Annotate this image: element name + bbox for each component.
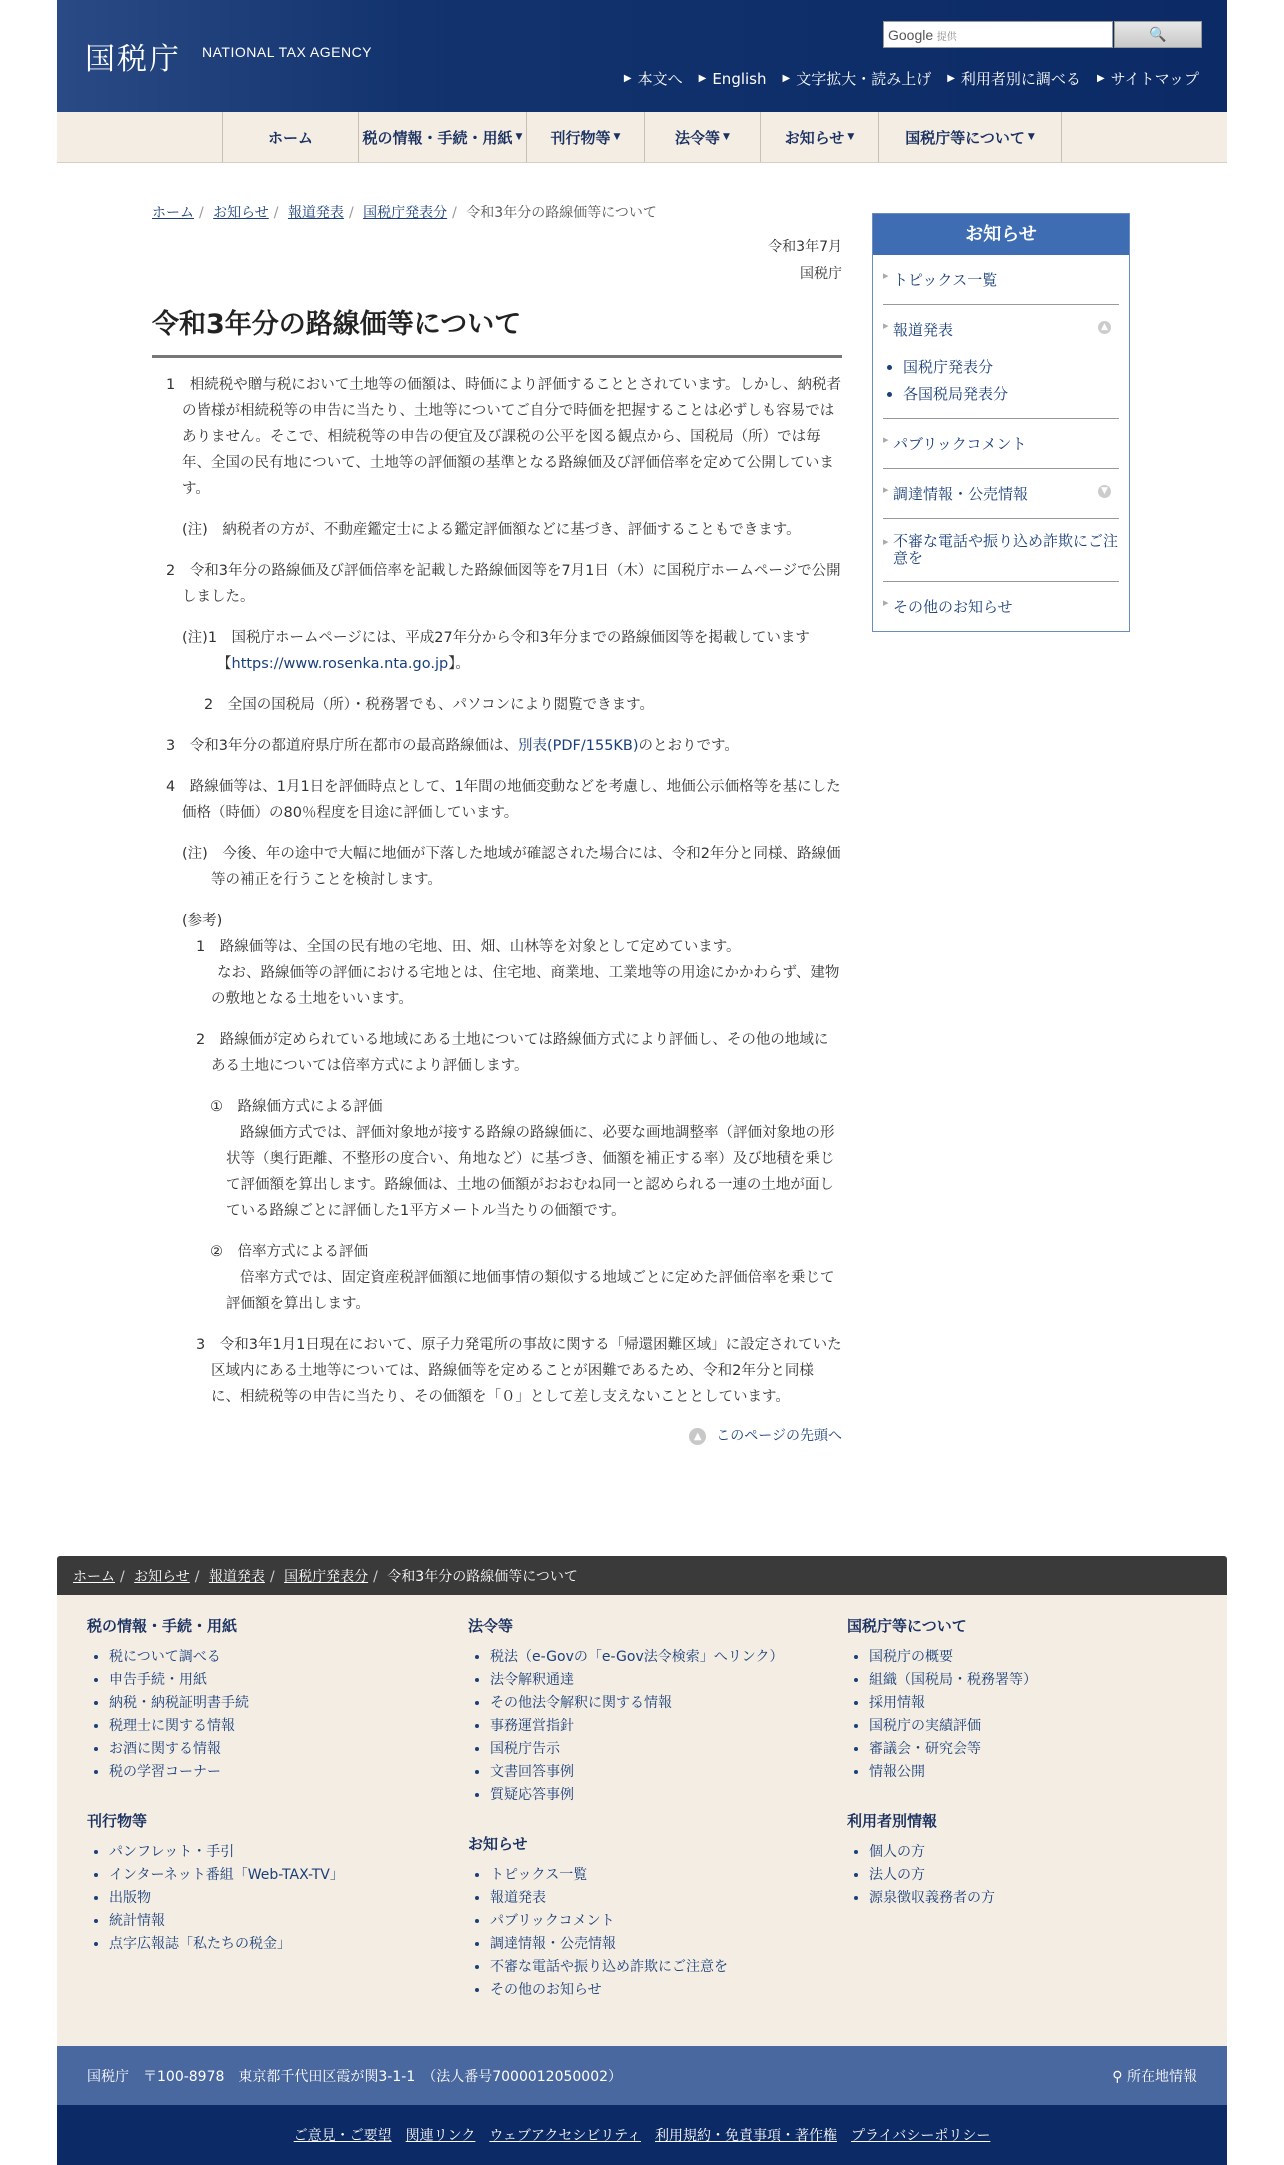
util-link-users[interactable]: ▶ 利用者別に調べる: [947, 70, 1081, 88]
breadcrumb-current: 令和3年分の路線価等について: [466, 205, 657, 221]
sidebar: [872, 213, 1130, 632]
breadcrumb-press[interactable]: 報道発表: [287, 205, 344, 221]
util-link-accessibility[interactable]: ▶ 文字拡大・読み上げ: [782, 70, 932, 88]
footer-list-about: [847, 1646, 1187, 1784]
footer-breadcrumb-home[interactable]: ホーム: [73, 1569, 115, 1585]
reference-1b: なお、路線価等の評価における宅地とは、住宅地、商業地、工業地等の用途にかかわらず、建物の敷地となる土地をいいます。: [211, 965, 840, 1007]
sidebar-item-procurement[interactable]: ▸ 調達情報・公売情報 ▼: [883, 469, 1119, 519]
nav-tax-info[interactable]: 税の情報・手続・用紙 ▼: [358, 112, 526, 162]
util-link-sitemap[interactable]: ▶ サイトマップ: [1096, 70, 1199, 88]
footer-col-1: [87, 1615, 427, 1982]
nav-laws[interactable]: 法令等 ▼: [644, 112, 760, 162]
footer-link[interactable]: • 審議会・研究会等: [869, 1738, 1187, 1761]
search-brand: Google: [888, 27, 934, 43]
reference-2b-heading: ② 倍率方式による評価: [210, 1244, 368, 1260]
paragraph-2-note-2: 2 全国の国税局（所）・税務署でも、パソコンにより閲覧できます。: [204, 697, 655, 713]
triangle-icon: ▶: [947, 73, 955, 84]
footer-heading-tax-info[interactable]: 税の情報・手続・用紙: [87, 1617, 238, 1635]
footer-address-bar: [57, 2046, 1227, 2105]
footer-link[interactable]: • 国税庁の実績評価: [869, 1715, 1187, 1738]
footer-link[interactable]: • 税理士に関する情報: [109, 1715, 427, 1738]
footer-link[interactable]: • 点字広報誌「私たちの税金」: [109, 1933, 427, 1956]
footer-link[interactable]: • 国税庁の概要: [869, 1646, 1187, 1669]
footer-link[interactable]: • 組織（国税局・税務署等）: [869, 1669, 1187, 1692]
article-date-block: [152, 234, 842, 288]
paragraph-1-note: (注) 納税者の方が、不動産鑑定士による鑑定評価額などに基づき、評価することもできます。: [182, 522, 801, 538]
footer-heading-news[interactable]: お知らせ: [468, 1835, 528, 1853]
footer-link[interactable]: • 納税・納税証明書手続: [109, 1692, 427, 1715]
site-header: [57, 0, 1227, 112]
footer-heading-publications[interactable]: 刊行物等: [87, 1812, 148, 1830]
location-link[interactable]: ⚲ 所在地情報: [1112, 2069, 1197, 2085]
article-issuer: 国税庁: [800, 266, 842, 282]
footer-links: [57, 2105, 1227, 2165]
reference-1: 1 路線価等は、全国の民有地の宅地、田、畑、山林等を対象として定めています。: [196, 939, 741, 955]
map-pin-icon: ⚲: [1112, 2069, 1123, 2085]
paragraph-1: 1 相続税や贈与税において土地等の価額は、時価により評価することとされています。しかし、納税者の皆様が相続税等の申告に当たり、土地等についてご自分で時価を把握することは必ずしも容易ではありません。そこで、相続税等の申告の便宜及び課税の公平を図る観点から、国税局（所）では毎年、全国の民有地について、土地等の評価額の基準となる路線価及び評価倍率を定めて公開しています。: [166, 377, 842, 497]
footer-link[interactable]: • その他法令解釈に関する情報: [490, 1692, 808, 1715]
caret-down-icon: ▼: [613, 132, 621, 142]
footer-col-2: [468, 1615, 808, 2028]
up-arrow-icon: ▲: [689, 1428, 706, 1445]
article: [152, 202, 842, 1455]
paragraph-2-note-1-link-line: 【https://www.rosenka.nta.go.jp】。: [217, 656, 470, 672]
sidebar-item-press[interactable]: ▸ 報道発表 ▲: [883, 305, 1119, 354]
footer-heading-users[interactable]: 利用者別情報: [847, 1812, 938, 1830]
reference-heading: (参考): [182, 913, 223, 929]
site-logo-en: NATIONAL TAX AGENCY: [202, 44, 373, 60]
footer-link[interactable]: • 税法（e-Govの「e-Gov法令検索」へリンク）: [490, 1646, 808, 1669]
sidebar-item-fraud[interactable]: ▸ 不審な電話や振り込め詐欺にご注意を: [883, 519, 1119, 582]
footer-link-related[interactable]: 関連リンク: [405, 2128, 476, 2144]
footer-link[interactable]: • 統計情報: [109, 1910, 427, 1933]
triangle-icon: ▶: [623, 73, 632, 84]
search-placeholder: 提供: [936, 32, 957, 43]
paragraph-4-note: (注) 今後、年の途中で大幅に地価が下落した地域が確認された場合には、令和2年分と同様、路線価等の補正を行うことを検討します。: [182, 846, 841, 888]
footer-list-laws: [468, 1646, 808, 1807]
reference-2a: 路線価方式では、評価対象地が接する路線の路線価に、必要な画地調整率（評価対象地の形状等（奥行距離、不整形の度合い、角地など）に基づき、価額を補正する率）及び地積を乗じて評価額を算出します。路線価は、土地の価額がおおむね同一と認められる一連の土地が面している路線ごとに評価した1平方メートル当たりの価額です。: [226, 1125, 835, 1219]
paragraph-3: 3 令和3年分の都道府県庁所在都市の最高路線価は、別表(PDF/155KB)のとおりです。: [166, 738, 739, 754]
global-nav: [57, 112, 1227, 163]
search-button[interactable]: [1114, 21, 1202, 48]
page-title: 令和3年分の路線価等について: [152, 302, 842, 358]
footer-col-3: [847, 1615, 1187, 1936]
footer-link[interactable]: • トピックス一覧: [490, 1864, 808, 1887]
breadcrumb-nta-press[interactable]: 国税庁発表分: [363, 205, 448, 221]
sidebar-sublist: [883, 354, 1119, 419]
footer-link[interactable]: • 報道発表: [490, 1887, 808, 1910]
expand-icon[interactable]: ▼: [1098, 485, 1111, 498]
footer-heading-about[interactable]: 国税庁等について: [847, 1617, 967, 1635]
footer-breadcrumb-press[interactable]: 報道発表: [208, 1569, 265, 1585]
nav-about[interactable]: 国税庁等について ▼: [878, 112, 1062, 162]
breadcrumb-news[interactable]: お知らせ: [213, 205, 269, 221]
rosenka-link[interactable]: https://www.rosenka.nta.go.jp: [231, 656, 449, 672]
util-link-skip[interactable]: ▶ 本文へ: [623, 70, 683, 88]
appendix-pdf-link[interactable]: 別表(PDF/155KB): [517, 738, 639, 754]
article-date: 令和3年7月: [768, 239, 842, 255]
nav-news[interactable]: お知らせ ▼: [760, 112, 878, 162]
paragraph-2-note-1: (注)1 国税庁ホームページには、平成27年分から令和3年分までの路線価図等を掲載しています: [182, 630, 810, 646]
footer-link[interactable]: • 調達情報・公売情報: [490, 1933, 808, 1956]
footer-link[interactable]: • 個人の方: [869, 1841, 1187, 1864]
main-area: [57, 163, 1227, 1556]
footer-link[interactable]: • 税について調べる: [109, 1646, 427, 1669]
triangle-icon: ▶: [782, 73, 791, 84]
footer-link-privacy[interactable]: プライバシーポリシー: [851, 2128, 991, 2144]
footer-menu: [57, 1595, 1227, 2046]
footer-list-publications: [87, 1841, 427, 1956]
footer-link[interactable]: • パブリックコメント: [490, 1910, 808, 1933]
caret-down-icon: ▼: [1027, 132, 1035, 142]
util-link-english[interactable]: ▶ English: [698, 69, 767, 88]
footer-link[interactable]: • 事務運営指針: [490, 1715, 808, 1738]
footer-link[interactable]: • 法令解釈通達: [490, 1669, 808, 1692]
footer-link[interactable]: • 文書回答事例: [490, 1761, 808, 1784]
sidebar-sub-nta[interactable]: • 国税庁発表分: [903, 354, 1119, 381]
utility-links: [624, 68, 1199, 89]
footer-link-terms[interactable]: 利用規約・免責事項・著作権: [655, 2128, 838, 2144]
footer-link[interactable]: • パンフレット・手引: [109, 1841, 427, 1864]
footer-link-feedback[interactable]: ご意見・ご要望: [293, 2128, 392, 2144]
footer-address: 国税庁 〒100-8978 東京都千代田区霞が関3-1-1 （法人番号7000012050002）: [87, 2069, 623, 2085]
sidebar-title: お知らせ: [873, 214, 1129, 255]
caret-down-icon: ▼: [515, 132, 523, 142]
paragraph-4: 4 路線価等は、1月1日を評価時点として、1年間の地価変動などを考慮し、地価公示価格等を基にした価格（時価）の80％程度を目途に評価しています。: [166, 779, 841, 821]
footer-link[interactable]: • 源泉徴収義務者の方: [869, 1887, 1187, 1910]
footer-link[interactable]: • 国税庁告示: [490, 1738, 808, 1761]
reference-2: 2 路線価が定められている地域にある土地については路線価方式により評価し、その他の地域にある土地については倍率方式により評価します。: [196, 1032, 829, 1074]
caret-down-icon: ▼: [847, 132, 855, 142]
footer-link[interactable]: • 採用情報: [869, 1692, 1187, 1715]
nav-home[interactable]: ホーム: [222, 112, 358, 162]
footer-link[interactable]: • お酒に関する情報: [109, 1738, 427, 1761]
footer-link[interactable]: • 出版物: [109, 1887, 427, 1910]
footer-breadcrumb: ホーム / お知らせ / 報道発表 / 国税庁発表分 / 令和3年分の路線価等について: [57, 1556, 1227, 1595]
sidebar-item-other[interactable]: ▸ その他のお知らせ: [883, 582, 1119, 631]
footer-list-users: [847, 1841, 1187, 1910]
caret-down-icon: ▼: [723, 132, 730, 142]
reference-2a-heading: ① 路線価方式による評価: [210, 1099, 383, 1115]
pagetop-row: [152, 1425, 842, 1455]
footer-breadcrumb-current: 令和3年分の路線価等について: [387, 1569, 578, 1585]
paragraph-2: 2 令和3年分の路線価及び評価倍率を記載した路線価図等を7月1日（木）に国税庁ホームページで公開しました。: [166, 563, 841, 605]
reference-3: 3 令和3年1月1日現在において、原子力発電所の事故に関する「帰還困難区域」に設定されていた区域内にある土地等については、路線価等を定めることが困難であるため、令和2年分と同様に、相続税等の申告に当たり、その価額を「０」として差し支えないこととしています。: [196, 1337, 842, 1405]
footer-heading-laws[interactable]: 法令等: [468, 1617, 514, 1635]
search-icon: 🔍: [1149, 26, 1167, 43]
reference-2b: 倍率方式では、固定資産税評価額に地価事情の類似する地域ごとに定めた評価倍率を乗じて評価額を算出します。: [226, 1270, 835, 1312]
site-logo[interactable]: 国税庁: [85, 42, 181, 77]
footer-link[interactable]: • 不審な電話や振り込め詐欺にご注意を: [490, 1956, 808, 1979]
triangle-icon: ▶: [1096, 73, 1105, 84]
footer-link[interactable]: • インターネット番組「Web-TAX-TV」: [109, 1864, 427, 1887]
footer-breadcrumb-news[interactable]: お知らせ: [134, 1569, 190, 1585]
breadcrumb-home[interactable]: ホーム: [152, 205, 194, 221]
footer-link[interactable]: • 法人の方: [869, 1864, 1187, 1887]
footer-list-news: [468, 1864, 808, 2002]
footer-list-tax-info: [87, 1646, 427, 1784]
footer-link-accessibility[interactable]: ウェブアクセシビリティ: [489, 2128, 642, 2144]
nav-publications[interactable]: 刊行物等 ▼: [526, 112, 644, 162]
triangle-icon: ▶: [698, 73, 707, 84]
sidebar-item-public-comment[interactable]: ▸ パブリックコメント: [883, 419, 1119, 469]
footer-link[interactable]: • 税の学習コーナー: [109, 1761, 427, 1784]
breadcrumb: ホーム / お知らせ / 報道発表 / 国税庁発表分 / 令和3年分の路線価等について: [152, 205, 657, 221]
collapse-icon[interactable]: ▲: [1098, 321, 1111, 334]
pagetop-link[interactable]: ▲ このページの先頭へ: [689, 1425, 842, 1445]
article-body: [152, 372, 842, 1410]
sidebar-sub-bureau[interactable]: • 各国税局発表分: [903, 381, 1119, 408]
footer-breadcrumb-nta-press[interactable]: 国税庁発表分: [284, 1569, 369, 1585]
footer-link[interactable]: • 情報公開: [869, 1761, 1187, 1784]
footer-link[interactable]: • 申告手続・用紙: [109, 1669, 427, 1692]
search-input[interactable]: [883, 21, 1113, 48]
sidebar-item-topics[interactable]: ▸ トピックス一覧: [883, 255, 1119, 305]
footer-link[interactable]: • その他のお知らせ: [490, 1979, 808, 2002]
footer-link[interactable]: • 質疑応答事例: [490, 1784, 808, 1807]
